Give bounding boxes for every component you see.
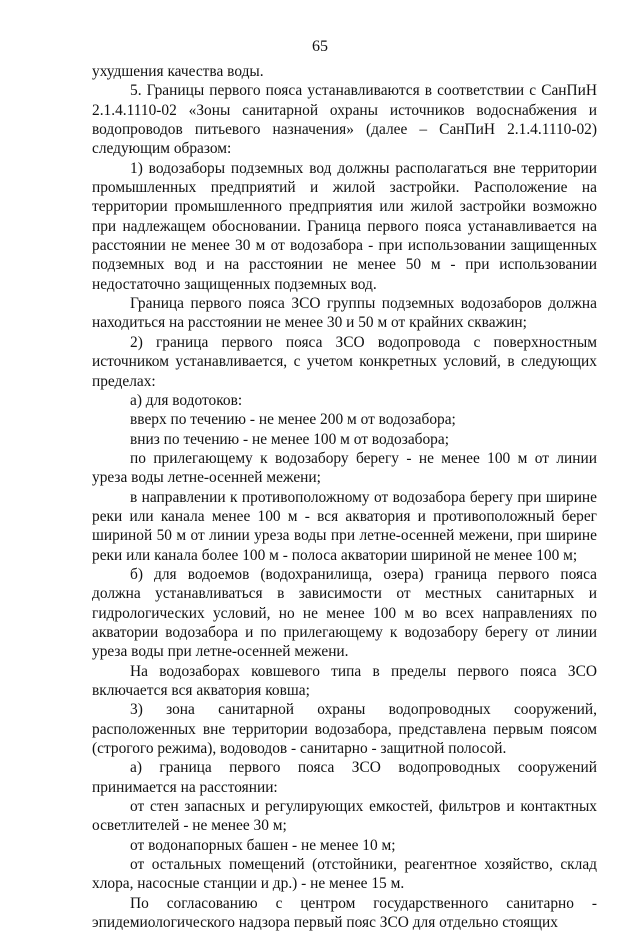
paragraph: от остальных помещений (отстойники, реагентное хозяйство, склад хлора, насосные станции и др.) - не менее 15 м. — [92, 856, 597, 893]
paragraph: б) для водоемов (водохранилища, озера) граница первого пояса должна устанавливаться в зависимости от местных санитарных и гидрологических условий, но не менее 100 м во всех направлениях по акватории водозабора и по прилегающему к водозабору берегу от линии уреза воды при летне-осенней межени. — [92, 565, 597, 661]
page-number: 65 — [312, 38, 328, 55]
paragraph: от водонапорных башен - не менее 10 м; — [130, 836, 396, 854]
paragraph: в направлении к противоположному от водозабора берегу при ширине реки или канала менее 100 м - вся акватория и противоположный берег шириной 50 м от линии уреза воды при летне-осенней межени, при ширине реки или канала более 100 м - полоса акватории шириной не менее 100 м; — [92, 488, 597, 564]
paragraph: вниз по течению - не менее 100 м от водозабора; — [130, 430, 449, 448]
paragraph: 1) водозаборы подземных вод должны располагаться вне территории промышленных предприятий и жилой застройки. Расположение на территории промышленного предприятия или жилой застройки возможно при надлежащем обосновании. Граница первого пояса устанавливается на расстоянии не менее 30 м от водозабора - при использовании защищенных подземных вод и на расстоянии не менее 50 м - при использовании недостаточно защищенных подземных вод. — [92, 159, 597, 293]
paragraph: а) для водотоков: — [130, 391, 243, 409]
paragraph: от стен запасных и регулирующих емкостей, фильтров и контактных осветлителей - не менее 30 м; — [92, 798, 597, 835]
paragraph: По согласованию с центром государственного санитарно - эпидемиологического надзора первый пояс ЗСО для отдельно стоящих — [92, 894, 597, 932]
document-body — [92, 62, 597, 932]
paragraph: а) граница первого пояса ЗСО водопроводных сооружений принимается на расстоянии: — [92, 759, 597, 796]
paragraph: Граница первого пояса ЗСО группы подземных водозаборов должна находиться на расстоянии не менее 30 и 50 м от крайних скважин; — [92, 295, 597, 332]
paragraph: На водозаборах ковшевого типа в пределы первого пояса ЗСО включается вся акватория ковша; — [92, 662, 597, 699]
paragraph: ухудшения качества воды. — [92, 63, 264, 80]
paragraph: 5. Границы первого пояса устанавливаются в соответствии с СанПиН 2.1.4.1110-02 «Зоны санитарной охраны источников водоснабжения и водопроводов питьевого назначения» (далее – СанПиН 2.1.4.1110-02) следующим образом: — [92, 82, 597, 158]
paragraph: 2) граница первого пояса ЗСО водопровода с поверхностным источником устанавливается, с учетом конкретных условий, в следующих пределах: — [92, 333, 597, 390]
paragraph: по прилегающему к водозабору берегу - не менее 100 м от линии уреза воды летне-осенней межени; — [92, 449, 597, 487]
paragraph: вверх по течению - не менее 200 м от водозабора; — [130, 411, 456, 429]
paragraph: 3) зона санитарной охраны водопроводных сооружений, расположенных вне территории водозабора, представлена первым поясом (строгого режима), водоводов - санитарно - защитной полосой. — [92, 701, 597, 758]
